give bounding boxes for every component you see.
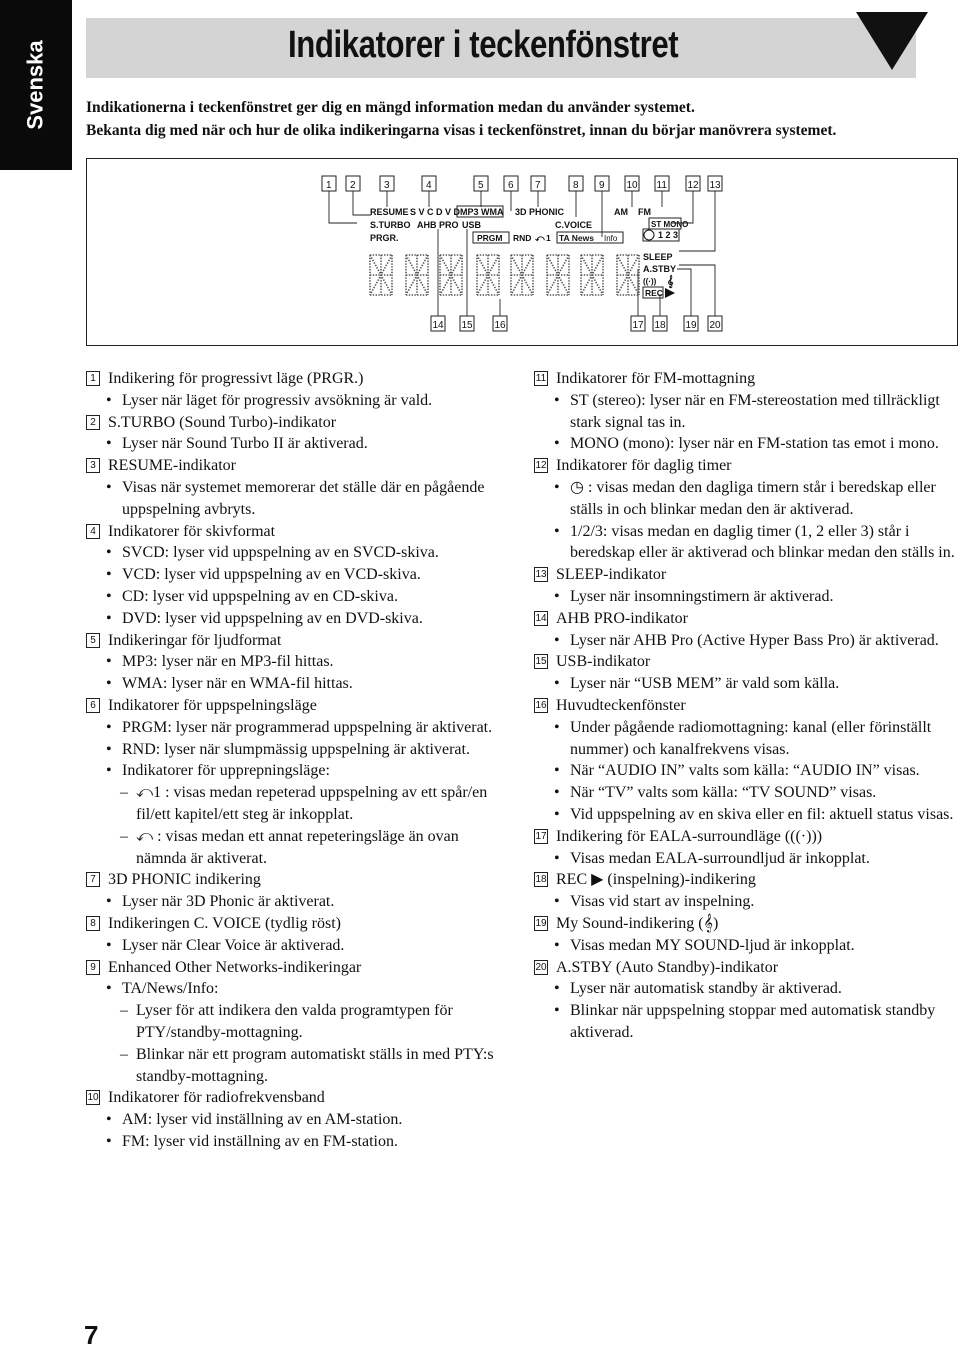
resume-label: RESUME [370, 207, 409, 217]
segment-digit [581, 255, 603, 295]
bullet-line: • Visas när systemet memorerar det ställe där en pågående uppspelning avbryts. [86, 477, 511, 521]
item-title: Indikatorer för skivformat [108, 522, 276, 540]
sub-line: – Blinkar när ett program automatiskt ställs in med PTY:s standby-mottagning. [86, 1044, 511, 1088]
bullet-line: • Under pågående radiomottagning: kanal (eller förinställt nummer) och kanalfrekvens visas. [534, 717, 956, 761]
item-title: Enhanced Other Networks-indikeringar [108, 958, 362, 976]
item-number-badge: 11 [535, 373, 547, 384]
indicator-item-19 [534, 913, 956, 935]
language-tab [0, 0, 72, 170]
callout-number: 5 [478, 180, 484, 191]
callout-number: 7 [535, 180, 541, 191]
indicator-item-5 [86, 630, 511, 652]
sturbo-label: S.TURBO [370, 220, 411, 230]
timer-numbers-label: 1 2 3 [658, 230, 679, 240]
bullet-line: • AM: lyser vid inställning av en AM-station. [86, 1109, 511, 1131]
bullet-line: • MP3: lyser när en MP3-fil hittas. [86, 651, 511, 673]
indicator-item-4 [86, 521, 511, 543]
item-title: Huvudteckenfönster [556, 696, 686, 714]
item-title: Indikeringar för ljudformat [108, 631, 282, 649]
item-title: Indikering för progressivt läge (PRGR.) [108, 370, 364, 387]
bullet-line: • Lyser när läget för progressiv avsökning är vald. [86, 390, 511, 412]
bullet-line: • Lyser när AHB Pro (Active Hyper Bass Pro) är aktiverad. [534, 630, 956, 652]
indicator-item-16 [534, 695, 956, 717]
bullet-line: • FM: lyser vid inställning av en FM-station. [86, 1131, 511, 1153]
indicator-item-20 [534, 957, 956, 979]
callout-number: 10 [626, 180, 638, 191]
segment-digit [370, 255, 392, 295]
indicator-item-17 [534, 826, 956, 848]
leader-line [679, 265, 715, 316]
item-number-badge: 4 [86, 524, 100, 539]
indicator-item-7 [86, 869, 511, 891]
item-number-badge: 17 [535, 830, 547, 842]
item-number-badge: 8 [86, 916, 100, 931]
item-number-badge: 13 [535, 569, 547, 581]
bullet-line: • WMA: lyser när en WMA-fil hittas. [86, 673, 511, 695]
eala-surround-icon: ((·)) [643, 277, 657, 286]
display-diagram [86, 158, 958, 346]
callout-number: 3 [384, 180, 390, 191]
indicator-list-left [86, 368, 511, 1153]
callout-number: 11 [656, 180, 667, 191]
bullet-line: • När “TV” valts som källa: “TV SOUND” visas. [534, 782, 956, 804]
timer-clock-icon [644, 230, 654, 240]
indicator-item-18 [534, 869, 956, 891]
indicator-item-1 [86, 368, 511, 390]
callout-number: 16 [494, 320, 506, 331]
corner-triangle-icon [856, 12, 928, 70]
indicator-item-11 [534, 368, 956, 390]
callout-number: 12 [687, 180, 699, 191]
item-title: Indikatorer för uppspelningsläge [108, 696, 317, 714]
bullet-line: • DVD: lyser vid uppspelning av en DVD-skiva. [86, 608, 511, 630]
segment-digit [547, 255, 569, 295]
indicator-item-6 [86, 695, 511, 717]
callout-number: 2 [350, 180, 356, 191]
bullet-line: • Lyser när Clear Voice är aktiverad. [86, 935, 511, 957]
callout-number: 14 [432, 320, 444, 331]
bullet-line: • PRGM: lyser när programmerad uppspelning är aktiverat. [86, 717, 511, 739]
segment-digit [617, 255, 639, 295]
item-number-badge: 5 [86, 633, 100, 648]
intro-text [86, 96, 926, 142]
page-title: Indikatorer i teckenfönstret [288, 24, 679, 66]
phonic-label: 3D PHONIC [515, 207, 565, 217]
item-number-badge: 16 [535, 699, 547, 711]
astby-label: A.STBY [643, 264, 677, 274]
am-label: AM [614, 207, 628, 217]
bullet-line: • Blinkar när uppspelning stoppar med automatisk standby aktiverad. [534, 1000, 956, 1044]
bullet-line: • Lyser när insomningstimern är aktiverad. [534, 586, 956, 608]
bullet-line: • RND: lyser när slumpmässig uppspelning är aktiverat. [86, 739, 511, 761]
page-number: 7 [84, 1320, 99, 1348]
callout-number: 17 [632, 320, 644, 331]
bullet-line: • 1/2/3: visas medan en daglig timer (1, 2 eller 3) står i beredskap eller är aktiverad och blinkar medan den ställs in. [534, 521, 956, 565]
mp3-wma-label: MP3 WMA [460, 207, 504, 217]
repeat-icon: ⤺ [535, 233, 545, 243]
item-number-badge: 10 [87, 1092, 99, 1104]
svcd-label: S V C D V D [410, 207, 461, 217]
sub-line: – ⤺ : visas medan ett annat repeteringsläge än ovan nämnda är aktiverat. [86, 826, 511, 870]
item-title: S.TURBO (Sound Turbo)-indikator [108, 413, 337, 431]
callout-number: 8 [573, 180, 579, 191]
item-number-badge: 12 [535, 460, 547, 472]
callout-number: 20 [709, 320, 721, 331]
item-title: Indikeringen C. VOICE (tydlig röst) [108, 914, 342, 932]
bullet-line: • Lyser när automatisk standby är aktiverad. [534, 978, 956, 1000]
callout-number: 18 [654, 320, 666, 331]
item-title: Indikatorer för radiofrekvensband [108, 1089, 325, 1107]
prgm-label: PRGM [477, 233, 503, 243]
indicator-item-12 [534, 455, 956, 477]
leader-line [353, 191, 371, 215]
segment-digit [440, 255, 462, 295]
repeat-one-label: 1 [546, 233, 551, 243]
bullet-line: • SVCD: lyser vid uppspelning av en SVCD-skiva. [86, 542, 511, 564]
item-number-badge: 7 [86, 872, 100, 887]
bullet-line: • Lyser när Sound Turbo II är aktiverad. [86, 433, 511, 455]
intro-line-2: Bekanta dig med när och hur de olika indikeringarna visas i teckenfönstret, innan du börjar manövrera systemet. [86, 122, 837, 139]
item-title: A.STBY (Auto Standby)-indikator [556, 958, 779, 976]
indicator-list-right [534, 368, 956, 1044]
callout-number: 15 [461, 320, 473, 331]
bullet-line: • CD: lyser vid uppspelning av en CD-skiva. [86, 586, 511, 608]
st-mono-label: ST MONO [651, 220, 689, 229]
callout-number: 6 [508, 180, 514, 191]
segment-digit [511, 255, 533, 295]
ta-news-label: TA News [559, 233, 594, 243]
callout-number: 1 [326, 180, 332, 191]
segment-digit [477, 255, 499, 295]
intro-line-1: Indikationerna i teckenfönstret ger dig en mängd information medan du använder systemet. [86, 99, 695, 116]
item-title: RESUME-indikator [108, 457, 236, 475]
leader-line [677, 269, 691, 316]
item-number-badge: 3 [86, 458, 100, 473]
bullet-line: • Visas medan EALA-surroundljud är inkopplat. [534, 848, 956, 870]
prgr-label: PRGR. [370, 233, 399, 243]
item-number-badge: 9 [86, 960, 100, 975]
rnd-label: RND [513, 233, 532, 243]
bullet-line: • TA/News/Info: [86, 978, 511, 1000]
item-number-badge: 14 [535, 612, 547, 624]
item-title: Indikatorer för FM-mottagning [556, 370, 756, 387]
indicator-item-13 [534, 564, 956, 586]
indicator-item-14 [534, 608, 956, 630]
bullet-line: • Visas medan MY SOUND-ljud är inkopplat. [534, 935, 956, 957]
play-arrow-icon [665, 288, 675, 298]
cvoice-label: C.VOICE [555, 220, 593, 230]
item-title: SLEEP-indikator [556, 566, 667, 584]
callout-number: 13 [709, 180, 721, 191]
segment-digit [406, 255, 428, 295]
usb-label: USB [462, 220, 482, 230]
item-title: Indikatorer för daglig timer [556, 457, 732, 475]
info-label: Info [604, 234, 618, 243]
bullet-line: • ST (stereo): lyser när en FM-stereostation med tillräckligt stark signal tas in. [534, 390, 956, 434]
item-number-badge: 6 [86, 698, 100, 713]
indicator-item-3 [86, 455, 511, 477]
callout-number: 19 [685, 320, 697, 331]
item-number-badge: 15 [535, 656, 547, 668]
bullet-line: • Visas vid start av inspelning. [534, 891, 956, 913]
item-title: AHB PRO-indikator [556, 609, 688, 627]
indicator-item-9 [86, 957, 511, 979]
item-title: My Sound-indikering (𝄞) [556, 914, 719, 932]
callout-number: 4 [426, 180, 432, 191]
language-tab-label: Svenska [23, 40, 49, 130]
item-number-badge: 1 [86, 371, 100, 386]
display-diagram-svg [87, 159, 959, 347]
bullet-line: • VCD: lyser vid uppspelning av en VCD-skiva. [86, 564, 511, 586]
bullet-line: • Indikatorer för upprepningsläge: [86, 760, 511, 782]
item-title: REC ▶ (inspelning)-indikering [556, 871, 756, 889]
sub-line: – ⤺1 : visas medan repeterad uppspelning av ett spår/en fil/ett kapitel/ett steg är inkopplat. [86, 782, 511, 826]
sub-line: – Lyser för att indikera den valda programtypen för PTY/standby-mottagning. [86, 1000, 511, 1044]
indicator-item-10 [86, 1087, 511, 1109]
item-number-badge: 20 [535, 961, 547, 973]
item-title: Indikering för EALA-surroundläge (((·))) [556, 827, 823, 845]
bullet-line: • Lyser när “USB MEM” är vald som källa. [534, 673, 956, 695]
item-title: 3D PHONIC indikering [108, 871, 261, 889]
rec-label: REC [645, 288, 663, 298]
my-sound-icon: 𝄞 [667, 276, 674, 288]
indicator-item-2 [86, 412, 511, 434]
sleep-label: SLEEP [643, 252, 673, 262]
bullet-line: • MONO (mono): lyser när en FM-station tas emot i mono. [534, 433, 956, 455]
ahbpro-label: AHB PRO [417, 220, 459, 230]
bullet-line: • Vid uppspelning av en skiva eller en fil: aktuell status visas. [534, 804, 956, 826]
callout-number: 9 [599, 180, 605, 191]
bullet-line: • Lyser när 3D Phonic är aktiverat. [86, 891, 511, 913]
item-number-badge: 19 [535, 917, 547, 929]
bullet-line: • ◷ : visas medan den dagliga timern står i beredskap eller ställs in och blinkar medan den är aktiverad. [534, 477, 956, 521]
indicator-item-8 [86, 913, 511, 935]
item-number-badge: 18 [535, 874, 547, 886]
indicator-item-15 [534, 651, 956, 673]
bullet-line: • När “AUDIO IN” valts som källa: “AUDIO IN” visas. [534, 760, 956, 782]
fm-label: FM [638, 207, 651, 217]
item-title: USB-indikator [556, 653, 651, 671]
item-number-badge: 2 [86, 415, 100, 430]
